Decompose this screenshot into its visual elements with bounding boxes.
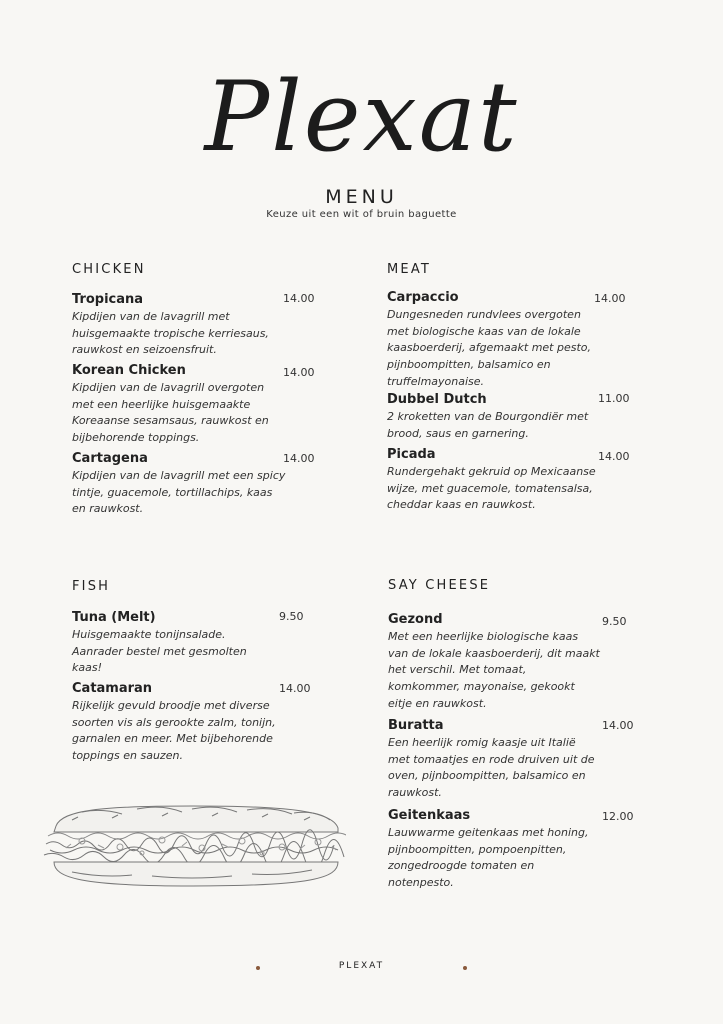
item-price: 11.00 — [598, 392, 630, 405]
item-name: Carpaccio — [387, 290, 459, 305]
menu-item — [388, 808, 600, 892]
menu-item — [72, 610, 282, 677]
item-description: Kipdijen van de lavagrill met huisgemaakte tropische kerriesaus, rauwkost en seizoensfruit. — [72, 310, 269, 357]
item-price: 14.00 — [283, 452, 315, 465]
item-description: Lauwwarme geitenkaas met honing, pijnboompitten, pompoenpitten, zongedroogde tomaten en notenpesto. — [388, 826, 589, 890]
item-name: Picada — [387, 447, 436, 462]
item-price: 14.00 — [283, 292, 315, 305]
item-price: 14.00 — [279, 682, 311, 695]
menu-item — [388, 718, 600, 802]
item-description: Dungesneden rundvlees overgoten met biologische kaas van de lokale kaasboerderij, afgemaakt met pesto, pijnboompitten, balsamico en truffelmayonaise. — [387, 308, 592, 388]
item-name: Tropicana — [72, 292, 144, 307]
item-description: Rundergehakt gekruid op Mexicaanse wijze, met guacemole, tomatensalsa, cheddar kaas en rauwkost. — [387, 465, 596, 512]
item-name: Dubbel Dutch — [387, 392, 487, 407]
item-name: Gezond — [388, 612, 443, 627]
section-title-fish: FISH — [72, 579, 111, 594]
menu-item — [72, 451, 287, 518]
item-name: Tuna (Melt) — [72, 610, 156, 625]
item-price: 14.00 — [598, 450, 630, 463]
menu-item — [387, 392, 603, 442]
item-description: Kipdijen van de lavagrill met een spicy tintje, guacemole, tortillachips, kaas en rauwkost. — [72, 469, 286, 516]
item-price: 14.00 — [283, 366, 315, 379]
menu-subtitle: Keuze uit een wit of bruin baguette — [266, 209, 457, 220]
item-price: 9.50 — [279, 610, 304, 623]
item-name: Geitenkaas — [388, 808, 471, 823]
section-title-say-cheese: SAY CHEESE — [388, 578, 491, 593]
item-name: Cartagena — [72, 451, 148, 466]
menu-item — [72, 363, 287, 447]
item-price: 14.00 — [594, 292, 626, 305]
item-description: Een heerlijk romig kaasje uit Italië met tomaatjes en rode druiven uit de oven, pijnboompitten, balsamico en rauwkost. — [388, 736, 595, 800]
sandwich-icon — [42, 800, 346, 895]
menu-item — [388, 612, 600, 713]
item-price: 12.00 — [602, 810, 634, 823]
item-description: Kipdijen van de lavagrill overgoten met een heerlijke huisgemaakte Koreaanse sesamsaus, rauwkost en bijbehorende toppings. — [72, 381, 269, 445]
item-price: 14.00 — [602, 719, 634, 732]
footer-brand: PLEXAT — [338, 961, 385, 971]
decorative-dot — [463, 966, 467, 970]
menu-title: MENU — [325, 186, 398, 208]
menu-item — [72, 681, 282, 765]
item-name: Buratta — [388, 718, 444, 733]
item-description: Rijkelijk gevuld broodje met diverse soorten vis als gerookte zalm, tonijn, garnalen en meer. Met bijbehorende toppings en sauzen. — [72, 699, 276, 763]
menu-item — [387, 290, 603, 391]
section-title-chicken: CHICKEN — [72, 262, 146, 277]
menu-item — [387, 447, 603, 514]
item-name: Korean Chicken — [72, 363, 186, 378]
menu-item — [72, 292, 287, 359]
item-name: Catamaran — [72, 681, 153, 696]
item-description: Huisgemaakte tonijnsalade. Aanrader bestel met gesmolten kaas! — [72, 628, 247, 675]
item-description: Met een heerlijke biologische kaas van de lokale kaasboerderij, dit maakt het verschil. Met tomaat, komkommer, mayonaise, gekookt eitje en rauwkost. — [388, 630, 600, 710]
item-price: 9.50 — [602, 615, 627, 628]
item-description: 2 kroketten van de Bourgondiër met brood, saus en garnering. — [387, 410, 589, 440]
logo: Plexat — [204, 61, 519, 173]
section-title-meat: MEAT — [387, 262, 432, 277]
